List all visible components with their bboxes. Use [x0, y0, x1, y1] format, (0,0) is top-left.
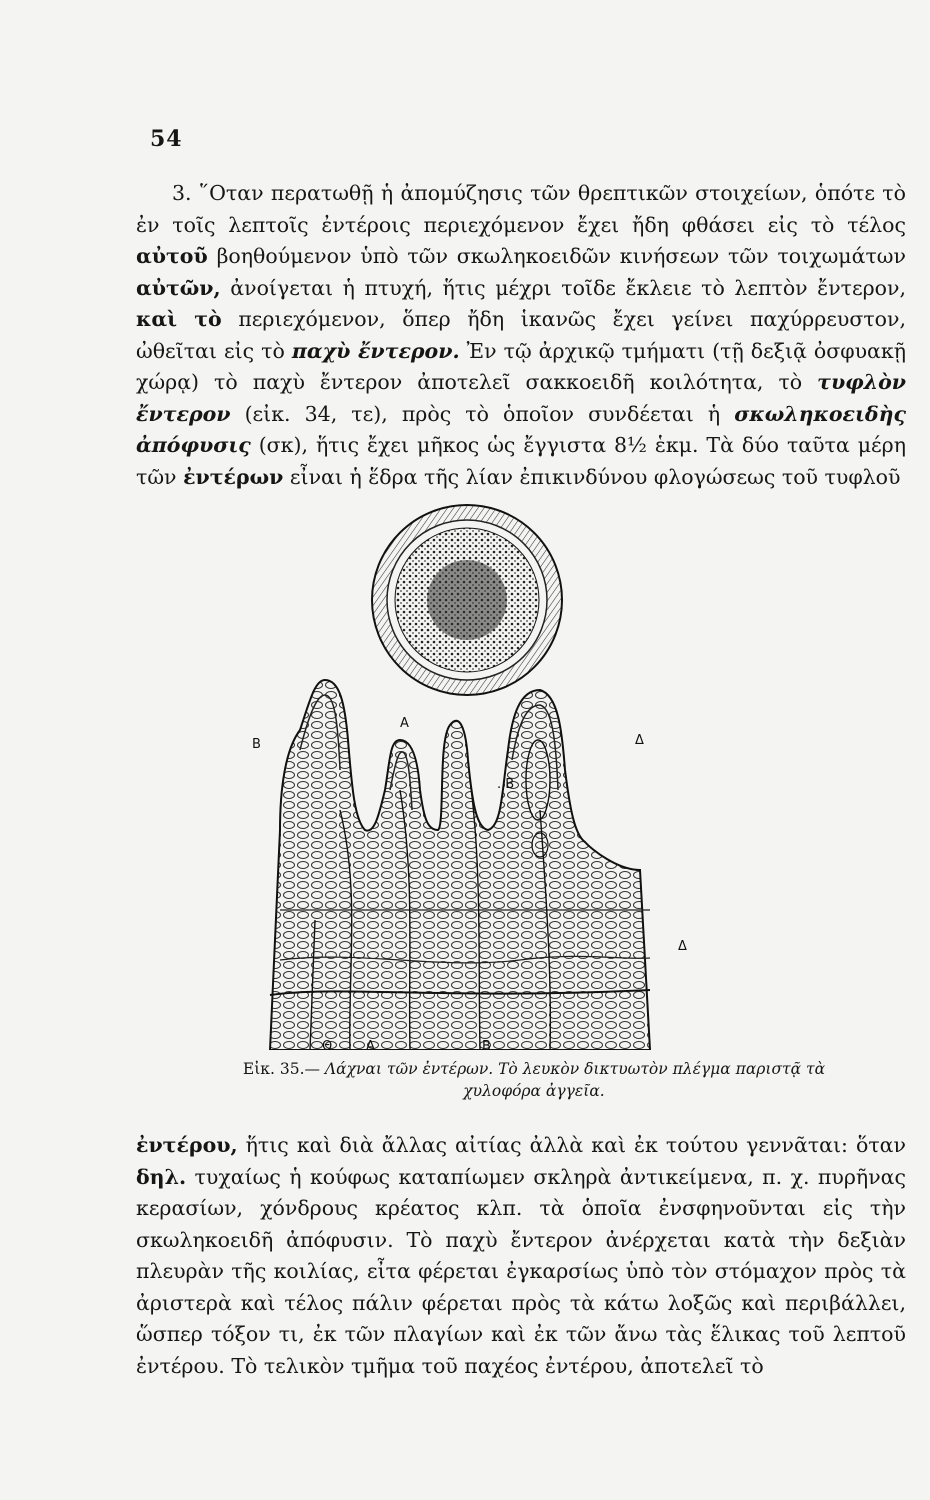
text-run-bold: αὐτοῦ [136, 244, 208, 268]
text-run: (εἰκ. 34, τε), πρὸς τὸ ὁποῖον συνδέεται ἡ [244, 401, 721, 426]
text-run: βοηθούμενον ὑπὸ τῶν σκωληκοειδῶν κινήσεων τῶν τοιχωμάτων [216, 244, 906, 268]
text-run: Ἐν τῷ ἀρχικῷ τμήματι (τῇ δεξιᾷ ὀσφυακῇ χώρᾳ) τὸ παχὺ ἔντερον ἀποτελεῖ σακκοειδῆ κοιλότητα, τὸ [136, 338, 906, 394]
label-B-mid: . B [497, 777, 515, 792]
term-pachy-enteron: παχὺ ἔντερον. [291, 338, 460, 363]
figure-number: Εἰκ. 35. [242, 1060, 305, 1078]
text-run: (σκ), ἥτις ἔχει μῆκος ὡς ἔγγιστα 8½ ἑκμ. Τὰ δύο ταῦτα μέρη τῶν [136, 433, 906, 489]
label-D-right-top: Δ [635, 733, 644, 748]
label-A-top: A [400, 716, 409, 731]
figure-intestinal-villi [240, 490, 710, 1050]
text-run: περιεχόμενον, ὅπερ ἤδη ἱκανῶς ἔχει γείνει παχύρρευστον, ὠθεῖται εἰς τὸ [136, 307, 906, 363]
text-run: τυχαίως ἡ κούφως καταπίωμεν σκληρὰ ἀντικείμενα, π. χ. πυρῆνας κερασίων, χόνδρους κρέατος κλπ. τὰ ὁποῖα ἐνσφηνοῦνται εἰς τὴν σκωληκοειδῆ ἀπόφυσιν. Τὸ παχὺ ἔντερον ἀνέρχεται κατὰ τὴν δεξιὰν πλευρὰν τῆς κοιλίας, εἶτα φέρεται ἐγκαρσίως ὑπὸ τὸν στόμαχον πρὸς τὰ ἀριστερὰ καὶ τέλος πάλιν φέρεται πρὸς τὰ κάτω λοξῶς καὶ περιβάλλει, ὥσπερ τόξον τι, ἐκ τῶν πλαγίων καὶ ἐκ τῶν ἄνω τὰς ἕλικας τοῦ λεπτοῦ ἐντέρου. Τὸ τελικὸν τμῆμα τοῦ παχέος ἐντέρου, ἀποτελεῖ τὸ [136, 1164, 906, 1378]
text-run-bold: ἐντέρου, [136, 1133, 238, 1157]
text-run: ἀνοίγεται ἡ πτυχή, ἥτις μέχρι τοῖδε ἔκλειε τὸ λεπτὸν ἔντερον, [230, 275, 906, 300]
label-D-right-bottom: Δ [678, 939, 687, 954]
list-number: 3. [172, 181, 192, 205]
text-run-bold: καὶ τὸ [136, 307, 222, 331]
label-B-bottom: B [482, 1039, 491, 1050]
text-run: ἥτις καὶ διὰ ἄλλας αἰτίας ἀλλὰ καὶ ἐκ τούτου γεννᾶται: ὅταν [245, 1133, 906, 1157]
figure-caption [214, 1058, 854, 1102]
text-run-bold: ἐντέρων [183, 464, 284, 489]
label-B-left: B [252, 737, 261, 752]
text-run: ῞Οταν περατωθῇ ἡ ἀπομύζησις τῶν θρεπτικῶν στοιχείων, ὁπότε τὸ ἐν τοῖς λεπτοῖς ἐντέροις περιεχόμενον ἔχει ἤδη φθάσει εἰς τὸ τέλος [136, 181, 906, 237]
villi-longitudinal-section [270, 680, 650, 1050]
page-number: 54 [150, 126, 183, 152]
text-run: εἶναι ἡ ἕδρα τῆς λίαν ἐπικινδύνου φλογώσεως τοῦ τυφλοῦ [289, 464, 901, 489]
label-A-bottom: A [366, 1039, 375, 1050]
term-skolikoeidis-apofysis: σκωληκοειδὴς ἀπόφυσις [136, 401, 906, 457]
villus-cross-section [372, 505, 562, 695]
text-run-bold: αὐτῶν, [136, 275, 221, 300]
paragraph-bottom [136, 1130, 906, 1382]
caption-text: — Λάχναι τῶν ἐντέρων. Τὸ λευκὸν δικτυωτὸν πλέγμα παριστᾷ τὰ χυλοφόρα ἀγγεῖα. [304, 1060, 826, 1100]
term-typhlon-enteron: τυφλὸν ἔντερον [136, 370, 906, 426]
text-run-bold: δηλ. [136, 1164, 187, 1189]
villi-illustration [240, 490, 710, 1050]
paragraph-top [136, 178, 906, 493]
label-Th-bottom: Θ [322, 1039, 333, 1050]
